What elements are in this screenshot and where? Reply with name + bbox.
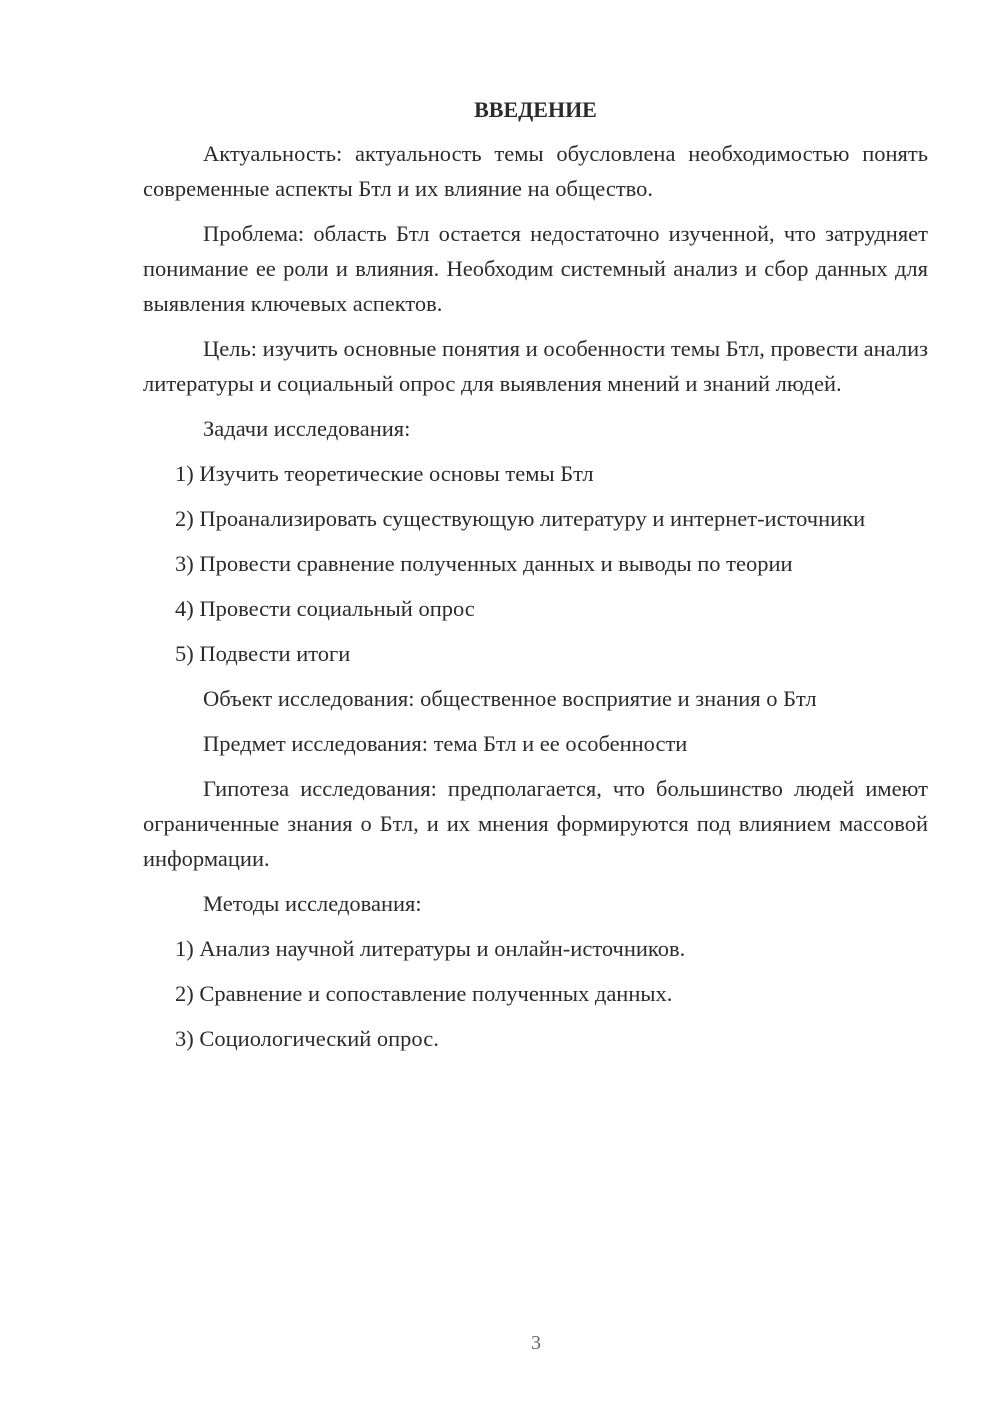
- paragraph-subject: Предмет исследования: тема Бтл и ее особенности: [203, 731, 688, 756]
- task-item-2: 2) Проанализировать существующую литературу и интернет-источники: [175, 506, 866, 531]
- method-item-3: 3) Социологический опрос.: [175, 1026, 439, 1051]
- tasks-heading: Задачи исследования:: [203, 416, 411, 441]
- paragraph-problem: Проблема: область Бтл остается недостаточно изученной, что затрудняет понимание ее роли и влияния. Необходим системный анализ и сбор данных для выявления ключевых аспектов.: [143, 221, 928, 316]
- task-item-3: 3) Провести сравнение полученных данных и выводы по теории: [175, 551, 793, 576]
- paragraph-relevance: Актуальность: актуальность темы обусловлена необходимостью понять современные аспекты Бтл и их влияние на общество.: [143, 141, 928, 201]
- method-item-2: 2) Сравнение и сопоставление полученных данных.: [175, 981, 673, 1006]
- task-item-5: 5) Подвести итоги: [175, 641, 351, 666]
- paragraph-object: Объект исследования: общественное восприятие и знания о Бтл: [203, 686, 817, 711]
- paragraph-goal: Цель: изучить основные понятия и особенности темы Бтл, провести анализ литературы и социальный опрос для выявления мнений и знаний людей.: [143, 336, 928, 396]
- paragraph-hypothesis: Гипотеза исследования: предполагается, что большинство людей имеют ограниченные знания о Бтл, и их мнения формируются под влиянием массовой информации.: [143, 776, 928, 871]
- task-item-1: 1) Изучить теоретические основы темы Бтл: [175, 461, 594, 486]
- section-title: ВВЕДЕНИЕ: [474, 97, 597, 122]
- method-item-1: 1) Анализ научной литературы и онлайн-источников.: [175, 936, 686, 961]
- methods-heading: Методы исследования:: [203, 891, 422, 916]
- page-number: 3: [531, 1332, 541, 1354]
- task-item-4: 4) Провести социальный опрос: [175, 596, 475, 621]
- page-content: [143, 95, 928, 1066]
